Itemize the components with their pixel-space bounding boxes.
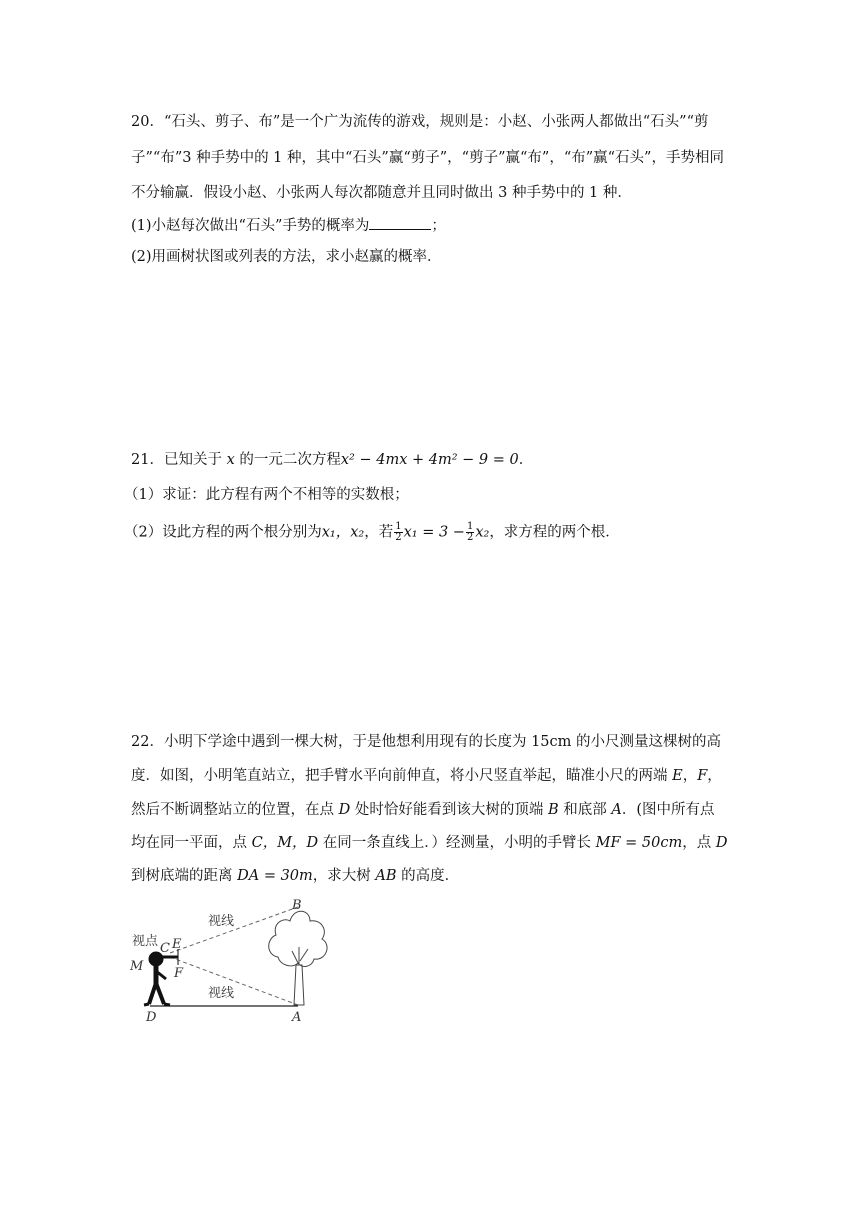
q21-part-2-text: （2）设此方程的两个根分别为 bbox=[124, 524, 322, 541]
label-m: M bbox=[130, 959, 144, 974]
q21-x1-expr: x₁ = 3 − bbox=[403, 524, 465, 541]
q22-line-5: 到树底端的距离 DA = 30m，求大树 AB 的高度． bbox=[131, 868, 460, 884]
q22-line-1: 22．小明下学途中遇到一棵大树，于是他想利用现有的长度为 15cm 的小尺测量这棵树的高 bbox=[131, 734, 721, 750]
label-a: A bbox=[292, 1010, 302, 1025]
person-icon bbox=[144, 952, 170, 1005]
q21-intro-text: 21．已知关于 bbox=[131, 452, 227, 468]
sight-label-top: 视线 bbox=[208, 914, 235, 929]
q20-line-2: 子”“布”3 种手势中的 1 种，其中“石头”赢“剪子”，“剪子”赢“布”，“布”赢“石头”，手势相同 bbox=[131, 150, 724, 166]
q22-line-2: 度．如图，小明笔直站立，把手臂水平向前伸直，将小尺竖直举起，瞄准小尺的两端 E，F， bbox=[131, 768, 722, 784]
q22-line-3: 然后不断调整站立的位置，在点 D 处时恰好能看到该大树的顶端 B 和底部 A．(图中所有点 bbox=[131, 802, 715, 818]
q20-line-3: 不分输赢．假设小赵、小张两人每次都随意并且同时做出 3 种手势中的 1 种． bbox=[131, 185, 632, 201]
q21-intro-mid: 的一元二次方程 bbox=[234, 452, 341, 468]
q21-x2: x₂ bbox=[475, 524, 490, 541]
label-d: D bbox=[146, 1010, 157, 1025]
tree-icon bbox=[269, 911, 327, 1005]
viewpoint-label: 视点 bbox=[132, 934, 159, 949]
q20-part-1 bbox=[131, 215, 446, 236]
label-e: E bbox=[172, 937, 182, 952]
tree-measurement-figure bbox=[126, 895, 346, 1025]
half-fraction-1: $\frac{1}{2}$ bbox=[395, 521, 402, 543]
q21-intro-end: ． bbox=[518, 452, 534, 468]
label-f: F bbox=[174, 966, 184, 981]
half-fraction-2: $\frac{1}{2}$ bbox=[466, 521, 474, 543]
q20-part-2: (2)用画树状图或列表的方法，求小赵赢的概率． bbox=[131, 249, 442, 265]
sight-label-bottom: 视线 bbox=[208, 986, 235, 1001]
q21-part-2 bbox=[124, 522, 620, 543]
q20-part-1-end: ； bbox=[431, 218, 446, 234]
q21-roots: x₁，x₂ bbox=[321, 524, 365, 541]
q21-part-2-end: ，求方程的两个根． bbox=[489, 524, 620, 541]
q21-equation: x² − 4mx + 4m² − 9 = 0 bbox=[340, 452, 519, 468]
q22-line-4: 均在同一平面，点 C，M，D 在同一条直线上．）经测量，小明的手臂长 MF = 50cm，点 D bbox=[131, 835, 728, 851]
q21-part-1: （1）求证：此方程有两个不相等的实数根； bbox=[124, 487, 409, 503]
label-b: B bbox=[292, 898, 302, 913]
q20-part-1-text: (1)小赵每次做出“石头”手势的概率为 bbox=[131, 218, 370, 234]
q21-if: ，若 bbox=[364, 524, 394, 541]
label-c: C bbox=[160, 941, 170, 956]
q21-intro bbox=[131, 450, 533, 470]
q21-var-x: x bbox=[226, 452, 235, 468]
q20-line-1: 20．“石头、剪子、布”是一个广为流传的游戏，规则是：小赵、小张两人都做出“石头”“剪 bbox=[131, 114, 709, 130]
answer-blank bbox=[369, 215, 431, 230]
